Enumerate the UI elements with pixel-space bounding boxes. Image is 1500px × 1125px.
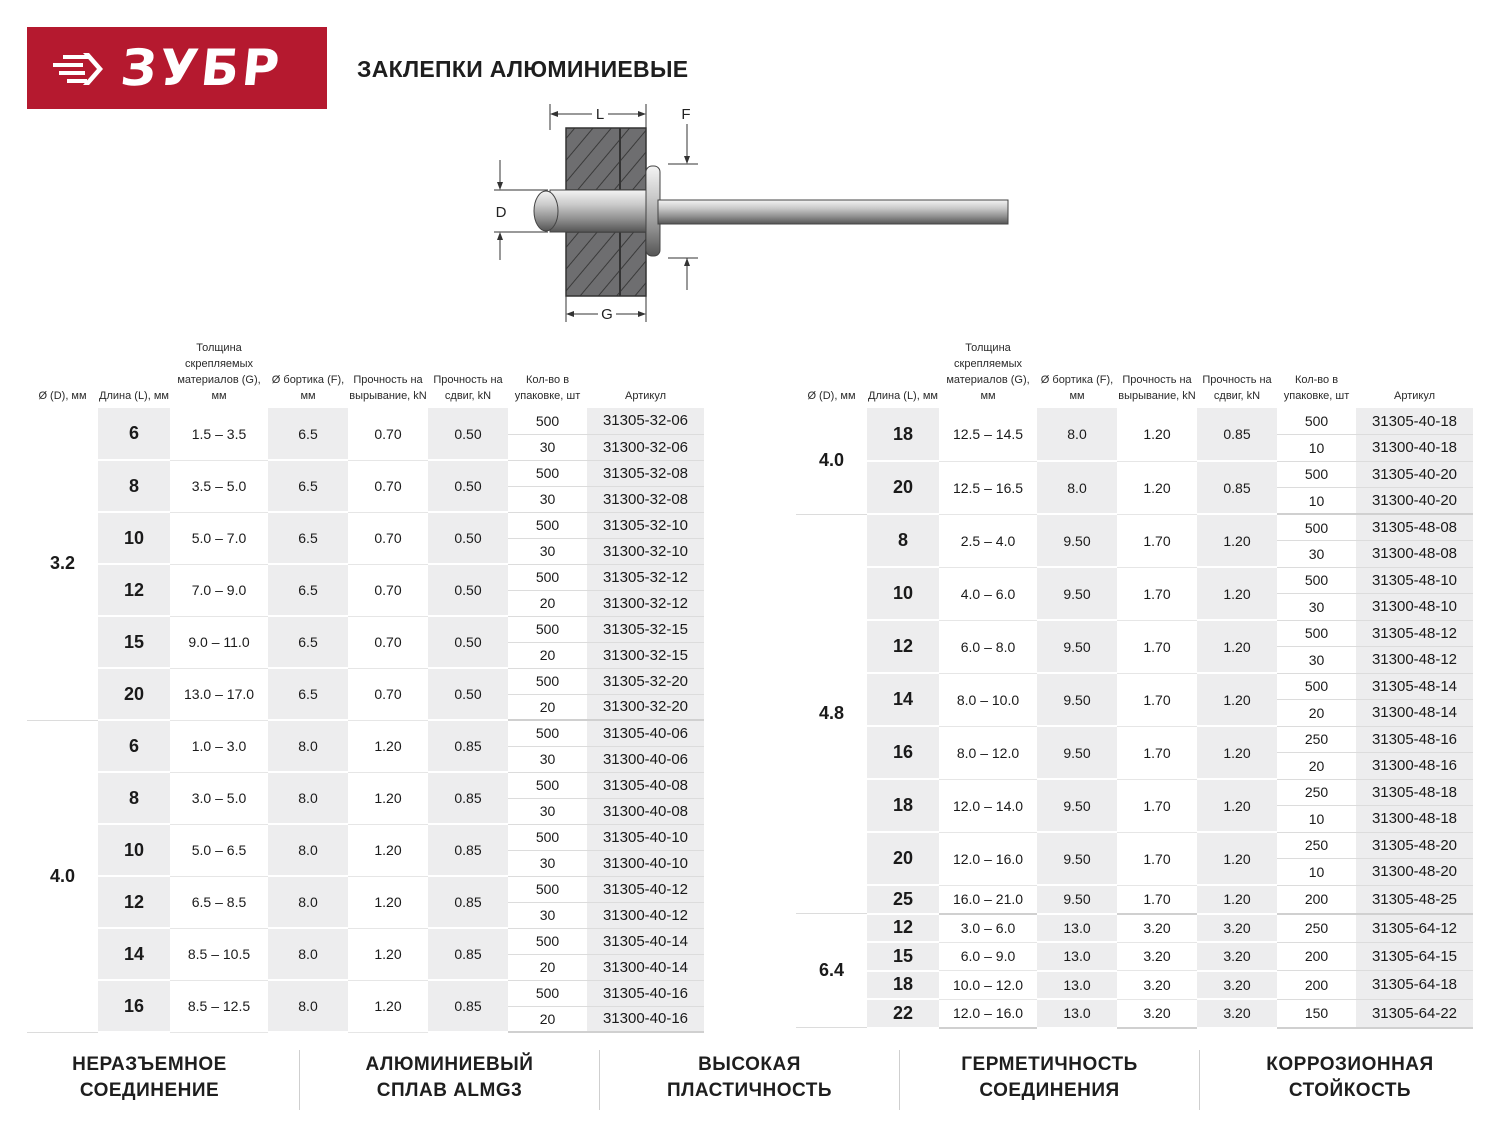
header-thickness: Толщина скрепляемых материалов (G), мм [946,342,1030,402]
article-cell: 31305-32-08 [587,460,704,486]
quantity-cell: 20 [508,954,587,980]
pull-strength-cell: 3.20 [1117,971,1197,1000]
flange-cell: 9.50 [1037,885,1117,914]
pull-strength-cell: 0.70 [348,512,428,564]
pull-strength-cell: 0.70 [348,460,428,512]
article-cell: 31305-48-18 [1356,779,1473,806]
flange-cell: 8.0 [1037,408,1117,461]
quantity-cell: 200 [1277,971,1356,1000]
length-cell: 14 [98,928,170,980]
article-cell: 31305-48-10 [1356,567,1473,594]
length-cell: 15 [867,942,939,971]
shear-strength-cell: 1.20 [1197,779,1277,832]
quantity-cell: 30 [508,798,587,824]
feature-line: ГЕРМЕТИЧНОСТЬ [961,1054,1138,1075]
table-row [27,720,704,746]
quantity-cell: 500 [508,668,587,694]
shear-strength-cell: 0.50 [428,512,508,564]
quantity-cell: 500 [1277,620,1356,647]
table-row [27,512,704,538]
feature-item [600,1050,900,1110]
quantity-cell: 30 [508,902,587,928]
thickness-cell: 16.0 – 21.0 [939,885,1037,914]
header-quantity: Кол-во в упаковке, шт [514,374,581,402]
pull-strength-cell: 1.20 [348,980,428,1032]
shear-strength-cell: 1.20 [1197,514,1277,567]
feature-line: АЛЮМИНИЕВЫЙ [365,1054,534,1075]
flange-cell: 9.50 [1037,673,1117,726]
length-cell: 10 [867,567,939,620]
thickness-cell: 5.0 – 7.0 [170,512,268,564]
quantity-cell: 20 [508,1006,587,1032]
pull-strength-cell: 1.20 [348,824,428,876]
article-cell: 31305-64-12 [1356,914,1473,943]
length-cell: 20 [867,461,939,514]
diameter-cell: 4.0 [27,720,98,1032]
pull-strength-cell: 3.20 [1117,942,1197,971]
quantity-cell: 500 [1277,461,1356,488]
article-cell: 31305-48-16 [1356,726,1473,753]
article-cell: 31305-40-20 [1356,461,1473,488]
pull-strength-cell: 3.20 [1117,914,1197,943]
table-row [27,772,704,798]
article-cell: 31300-40-18 [1356,435,1473,462]
article-cell: 31305-40-14 [587,928,704,954]
flange-cell: 6.5 [268,512,348,564]
article-cell: 31305-48-20 [1356,832,1473,859]
shear-strength-cell: 0.85 [428,824,508,876]
article-cell: 31300-48-14 [1356,700,1473,727]
flange-cell: 8.0 [268,772,348,824]
length-cell: 18 [867,779,939,832]
shear-strength-cell: 0.50 [428,460,508,512]
table-row [796,620,1473,647]
flange-cell: 9.50 [1037,514,1117,567]
article-cell: 31300-40-12 [587,902,704,928]
speed-lines-icon [49,51,105,87]
flange-cell: 8.0 [268,876,348,928]
article-cell: 31305-32-12 [587,564,704,590]
header-diameter: Ø (D), мм [807,390,856,402]
header-thickness: Толщина скрепляемых материалов (G), мм [177,342,261,402]
label-F: F [681,106,691,123]
pull-strength-cell: 3.20 [1117,999,1197,1028]
header-quantity: Кол-во в упаковке, шт [1283,374,1350,402]
table-row [796,942,1473,971]
quantity-cell: 500 [508,512,587,538]
thickness-cell: 5.0 – 6.5 [170,824,268,876]
thickness-cell: 8.0 – 12.0 [939,726,1037,779]
flange-cell: 6.5 [268,616,348,668]
table-row [796,673,1473,700]
feature-item [300,1050,600,1110]
article-cell: 31300-32-08 [587,486,704,512]
quantity-cell: 500 [508,772,587,798]
table-row [796,914,1473,943]
article-cell: 31305-64-15 [1356,942,1473,971]
article-cell: 31300-32-15 [587,642,704,668]
pull-strength-cell: 1.70 [1117,673,1197,726]
quantity-cell: 500 [1277,514,1356,541]
length-cell: 18 [867,971,939,1000]
pull-strength-cell: 0.70 [348,408,428,460]
article-cell: 31300-32-06 [587,434,704,460]
diameter-cell: 6.4 [796,914,867,1028]
quantity-cell: 500 [508,408,587,434]
quantity-cell: 500 [508,616,587,642]
label-G: G [601,306,613,323]
shear-strength-cell: 3.20 [1197,942,1277,971]
quantity-cell: 20 [1277,753,1356,780]
flange-cell: 8.0 [268,980,348,1032]
article-cell: 31300-48-20 [1356,859,1473,886]
quantity-cell: 10 [1277,488,1356,515]
shear-strength-cell: 1.20 [1197,885,1277,914]
flange-cell: 9.50 [1037,832,1117,885]
quantity-cell: 20 [508,694,587,720]
shear-strength-cell: 1.20 [1197,673,1277,726]
feature-line: СОЕДИНЕНИЯ [979,1080,1120,1101]
quantity-cell: 500 [1277,673,1356,700]
quantity-cell: 200 [1277,942,1356,971]
quantity-cell: 500 [508,928,587,954]
header-shear-strength: Прочность на сдвиг, kN [433,374,503,402]
thickness-cell: 12.0 – 14.0 [939,779,1037,832]
thickness-cell: 12.0 – 16.0 [939,999,1037,1028]
length-cell: 12 [98,564,170,616]
flange-cell: 8.0 [268,824,348,876]
flange-cell: 9.50 [1037,726,1117,779]
header-diameter: Ø (D), мм [38,390,87,402]
table-row [796,971,1473,1000]
quantity-cell: 10 [1277,435,1356,462]
flange-cell: 8.0 [268,928,348,980]
flange-cell: 13.0 [1037,942,1117,971]
shear-strength-cell: 3.20 [1197,914,1277,943]
length-cell: 8 [867,514,939,567]
pull-strength-cell: 1.70 [1117,567,1197,620]
length-cell: 12 [867,914,939,943]
article-cell: 31300-40-10 [587,850,704,876]
flange-cell: 8.0 [1037,461,1117,514]
shear-strength-cell: 0.85 [428,928,508,980]
table-row [27,876,704,902]
quantity-cell: 20 [508,590,587,616]
thickness-cell: 13.0 – 17.0 [170,668,268,720]
quantity-cell: 250 [1277,726,1356,753]
article-cell: 31300-48-16 [1356,753,1473,780]
table-row [796,408,1473,435]
shear-strength-cell: 1.20 [1197,832,1277,885]
pull-strength-cell: 1.20 [348,772,428,824]
length-cell: 12 [98,876,170,928]
quantity-cell: 500 [508,460,587,486]
feature-item [900,1050,1200,1110]
article-cell: 31300-48-12 [1356,647,1473,674]
shear-strength-cell: 3.20 [1197,971,1277,1000]
thickness-cell: 12.5 – 16.5 [939,461,1037,514]
page-title: ЗАКЛЕПКИ АЛЮМИНИЕВЫЕ [357,56,689,82]
table-row [796,885,1473,914]
logo-text: ЗУБР [117,39,285,97]
pull-strength-cell: 1.70 [1117,885,1197,914]
flange-cell: 6.5 [268,564,348,616]
length-cell: 8 [98,460,170,512]
thickness-cell: 10.0 – 12.0 [939,971,1037,1000]
feature-line: СТОЙКОСТЬ [1288,1080,1412,1101]
quantity-cell: 500 [508,564,587,590]
table-row [27,980,704,1006]
shear-strength-cell: 0.50 [428,408,508,460]
spec-table-right [796,340,1473,1029]
length-cell: 16 [98,980,170,1032]
shear-strength-cell: 0.85 [1197,408,1277,461]
quantity-cell: 250 [1277,914,1356,943]
quantity-cell: 10 [1277,806,1356,833]
thickness-cell: 9.0 – 11.0 [170,616,268,668]
table-row [27,668,704,694]
article-cell: 31300-32-10 [587,538,704,564]
quantity-cell: 500 [508,980,587,1006]
article-cell: 31300-48-08 [1356,541,1473,568]
quantity-cell: 500 [1277,567,1356,594]
brand-logo [27,27,327,109]
pull-strength-cell: 1.70 [1117,514,1197,567]
shear-strength-cell: 0.50 [428,564,508,616]
shear-strength-cell: 0.85 [1197,461,1277,514]
header-length: Длина (L), мм [99,390,169,402]
diameter-cell: 4.0 [796,408,867,514]
shear-strength-cell: 1.20 [1197,726,1277,779]
header-pull-strength: Прочность на вырывание, kN [1118,374,1196,402]
diameter-cell: 4.8 [796,514,867,914]
article-cell: 31305-32-15 [587,616,704,642]
pull-strength-cell: 1.20 [348,876,428,928]
length-cell: 10 [98,512,170,564]
flange-cell: 6.5 [268,460,348,512]
thickness-cell: 1.0 – 3.0 [170,720,268,772]
length-cell: 8 [98,772,170,824]
feature-line: НЕРАЗЪЕМНОЕ [72,1054,227,1075]
header-length: Длина (L), мм [868,390,938,402]
quantity-cell: 500 [508,824,587,850]
feature-line: ПЛАСТИЧНОСТЬ [666,1080,833,1101]
length-cell: 18 [867,408,939,461]
pull-strength-cell: 1.20 [1117,408,1197,461]
thickness-cell: 12.0 – 16.0 [939,832,1037,885]
article-cell: 31305-32-10 [587,512,704,538]
quantity-cell: 30 [1277,594,1356,621]
thickness-cell: 1.5 – 3.5 [170,408,268,460]
article-cell: 31305-40-10 [587,824,704,850]
length-cell: 12 [867,620,939,673]
article-cell: 31305-48-14 [1356,673,1473,700]
shear-strength-cell: 0.50 [428,616,508,668]
table-row [796,832,1473,859]
table-row [27,928,704,954]
article-cell: 31305-32-06 [587,408,704,434]
article-cell: 31300-48-10 [1356,594,1473,621]
article-cell: 31305-48-08 [1356,514,1473,541]
quantity-cell: 150 [1277,999,1356,1028]
pull-strength-cell: 1.20 [348,928,428,980]
length-cell: 20 [98,668,170,720]
quantity-cell: 30 [508,538,587,564]
feature-line: КОРРОЗИОННАЯ [1266,1054,1434,1075]
table-row [796,726,1473,753]
flange-cell: 13.0 [1037,914,1117,943]
table-row [796,779,1473,806]
article-cell: 31305-64-18 [1356,971,1473,1000]
rivet-diagram [488,100,1028,330]
flange-cell: 9.50 [1037,620,1117,673]
quantity-cell: 500 [1277,408,1356,435]
pull-strength-cell: 1.70 [1117,726,1197,779]
flange-cell: 13.0 [1037,971,1117,1000]
quantity-cell: 10 [1277,859,1356,886]
diameter-cell: 3.2 [27,408,98,720]
table-row [27,564,704,590]
pull-strength-cell: 0.70 [348,564,428,616]
article-cell: 31305-64-22 [1356,999,1473,1028]
pull-strength-cell: 1.70 [1117,620,1197,673]
feature-line: ВЫСОКАЯ [698,1054,801,1075]
length-cell: 22 [867,999,939,1028]
article-cell: 31300-40-20 [1356,488,1473,515]
thickness-cell: 2.5 – 4.0 [939,514,1037,567]
thickness-cell: 8.5 – 10.5 [170,928,268,980]
length-cell: 6 [98,720,170,772]
quantity-cell: 250 [1277,779,1356,806]
table-row [27,824,704,850]
quantity-cell: 30 [1277,647,1356,674]
table-row [27,408,704,434]
quantity-cell: 200 [1277,885,1356,914]
length-cell: 15 [98,616,170,668]
quantity-cell: 30 [508,746,587,772]
length-cell: 14 [867,673,939,726]
feature-line: СПЛАВ ALMG3 [376,1080,523,1101]
table-row [796,999,1473,1028]
quantity-cell: 500 [508,720,587,746]
article-cell: 31305-40-08 [587,772,704,798]
shear-strength-cell: 1.20 [1197,620,1277,673]
header-shear-strength: Прочность на сдвиг, kN [1202,374,1272,402]
quantity-cell: 30 [508,486,587,512]
length-cell: 16 [867,726,939,779]
thickness-cell: 7.0 – 9.0 [170,564,268,616]
article-cell: 31305-40-18 [1356,408,1473,435]
quantity-cell: 20 [1277,700,1356,727]
header-pull-strength: Прочность на вырывание, kN [349,374,427,402]
flange-cell: 8.0 [268,720,348,772]
article-cell: 31305-48-25 [1356,885,1473,914]
thickness-cell: 8.5 – 12.5 [170,980,268,1032]
quantity-cell: 500 [508,876,587,902]
article-cell: 31305-48-12 [1356,620,1473,647]
thickness-cell: 6.0 – 8.0 [939,620,1037,673]
feature-item [0,1050,300,1110]
shear-strength-cell: 1.20 [1197,567,1277,620]
quantity-cell: 30 [508,434,587,460]
table-row [796,567,1473,594]
flange-cell: 13.0 [1037,999,1117,1028]
pull-strength-cell: 1.70 [1117,779,1197,832]
flange-cell: 6.5 [268,668,348,720]
article-cell: 31300-40-14 [587,954,704,980]
thickness-cell: 3.5 – 5.0 [170,460,268,512]
shear-strength-cell: 0.85 [428,720,508,772]
article-cell: 31300-32-12 [587,590,704,616]
flange-cell: 9.50 [1037,779,1117,832]
flange-cell: 9.50 [1037,567,1117,620]
pull-strength-cell: 1.20 [348,720,428,772]
quantity-cell: 250 [1277,832,1356,859]
article-cell: 31305-32-20 [587,668,704,694]
article-cell: 31300-48-18 [1356,806,1473,833]
feature-strip [0,1050,1500,1110]
table-row [27,460,704,486]
pull-strength-cell: 1.20 [1117,461,1197,514]
article-cell: 31305-40-16 [587,980,704,1006]
header-article: Артикул [624,390,666,402]
header-flange: Ø бортика (F), мм [1040,374,1114,402]
article-cell: 31300-32-20 [587,694,704,720]
pull-strength-cell: 0.70 [348,616,428,668]
article-cell: 31305-40-06 [587,720,704,746]
feature-item [1200,1050,1500,1110]
shear-strength-cell: 0.50 [428,668,508,720]
thickness-cell: 12.5 – 14.5 [939,408,1037,461]
article-cell: 31300-40-16 [587,1006,704,1032]
article-cell: 31300-40-08 [587,798,704,824]
feature-line: СОЕДИНЕНИЕ [79,1080,220,1101]
header-article: Артикул [1393,390,1435,402]
article-cell: 31305-40-12 [587,876,704,902]
thickness-cell: 3.0 – 6.0 [939,914,1037,943]
pull-strength-cell: 1.70 [1117,832,1197,885]
shear-strength-cell: 0.85 [428,772,508,824]
flange-cell: 6.5 [268,408,348,460]
length-cell: 20 [867,832,939,885]
thickness-cell: 6.0 – 9.0 [939,942,1037,971]
label-D: D [495,204,507,221]
thickness-cell: 4.0 – 6.0 [939,567,1037,620]
table-row [796,514,1473,541]
length-cell: 25 [867,885,939,914]
shear-strength-cell: 0.85 [428,876,508,928]
shear-strength-cell: 3.20 [1197,999,1277,1028]
spec-table-left [27,340,704,1033]
length-cell: 10 [98,824,170,876]
length-cell: 6 [98,408,170,460]
quantity-cell: 30 [1277,541,1356,568]
thickness-cell: 6.5 – 8.5 [170,876,268,928]
shear-strength-cell: 0.85 [428,980,508,1032]
quantity-cell: 30 [508,850,587,876]
quantity-cell: 20 [508,642,587,668]
thickness-cell: 3.0 – 5.0 [170,772,268,824]
label-L: L [595,106,605,123]
thickness-cell: 8.0 – 10.0 [939,673,1037,726]
header-flange: Ø бортика (F), мм [271,374,345,402]
table-row [27,616,704,642]
table-row [796,461,1473,488]
article-cell: 31300-40-06 [587,746,704,772]
pull-strength-cell: 0.70 [348,668,428,720]
